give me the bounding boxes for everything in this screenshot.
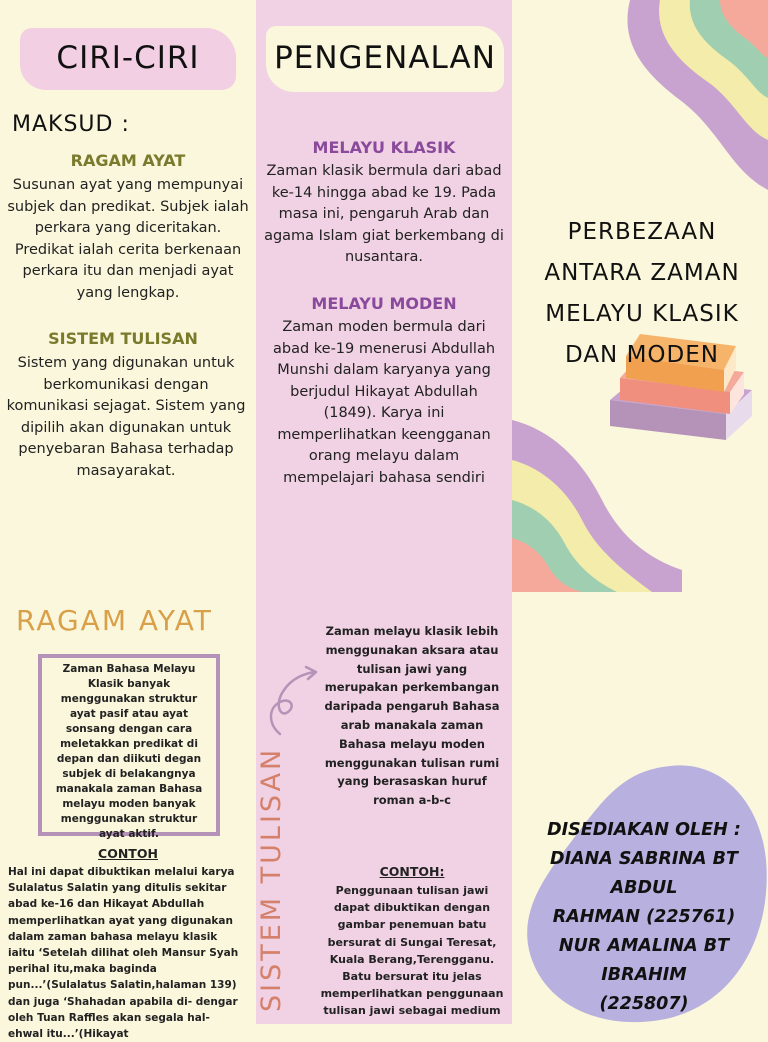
- rainbow-wave-middle-decoration: [512, 420, 682, 592]
- sistem-tulisan-text: Zaman melayu klasik lebih menggunakan aksara atau tulisan jawi yang merupakan perkembangan daripada pengaruh Bahasa arab manakala zaman Bahasa melayu moden menggunakan tulisan rumi yang berasaskan huruf roman a-b-c: [324, 624, 500, 808]
- credits-line4: NUR AMALINA BT IBRAHIM: [558, 936, 730, 985]
- maksud-ragam-title: RAGAM AYAT: [70, 151, 186, 170]
- pengenalan-moden-text: Zaman moden bermula dari abad ke-19 menerusi Abdullah Munshi dalam karyanya yang berjudul Hikayat Abdullah (1849). Karya ini memperlihatkan keengganan orang melayu dalam mempelajari bahasa sendiri: [272, 319, 496, 486]
- pengenalan-heading: PENGENALAN: [274, 40, 496, 76]
- ragam-contoh-label: CONTOH: [98, 846, 158, 861]
- cover-title-line4: DAN MODEN: [565, 342, 719, 368]
- maksud-sistem-text: Sistem yang digunakan untuk berkomunikasi dengan komunikasi sejagat. Sistem yang dipilih akan digunakan untuk penyebaran Bahasa terhadap masayarakat.: [6, 355, 246, 479]
- sistem-tulisan-vertical-heading: SISTEM TULISAN: [256, 746, 287, 1012]
- credits-line3: RAHMAN (225761): [552, 907, 736, 927]
- ragam-ayat-box: [38, 654, 220, 840]
- maksud-heading: MAKSUD :: [12, 112, 130, 137]
- credits-block: [520, 816, 768, 1019]
- cover-title-line1: PERBEZAAN: [567, 219, 717, 245]
- cover-title-line3: MELAYU KLASIK: [545, 301, 739, 327]
- ragam-ayat-box-text: Zaman Bahasa Melayu Klasik banyak menggunakan struktur ayat pasif atau ayat sonsang dengan cara meletakkan predikat di depan dan diikuti degan subjek di belakangnya manakala zaman Bahasa melayu moden banyak menggunakan struktur ayat aktif.: [55, 663, 203, 840]
- ragam-contoh-text: Hal ini dapat dibuktikan melalui karya Sulalatus Salatin yang ditulis sekitar abad ke-16 dan Hikayat Abdullah memperlihatkan ayat yang digunakan dalam zaman bahasa melayu klasik iaitu ‘Setelah dilihat oleh Mansur Syah perihal itu,maka baginda pun...’(Sulalatus Salatin,halaman 139) dan juga ‘Shahadan apabila di- dengar oleh Tuan Raffles akan segala hal-ehwal itu...’(Hikayat: [8, 866, 239, 1041]
- credits-line2: DIANA SABRINA BT ABDUL: [550, 849, 738, 898]
- rainbow-wave-top-decoration: [600, 0, 768, 200]
- maksud-ragam-text: Susunan ayat yang mempunyai subjek dan predikat. Subjek ialah perkara yang diceritakan. Predikat ialah cerita berkenaan perkara itu dan menjadi ayat yang lengkap.: [7, 177, 249, 301]
- credits-line5: (225807): [599, 994, 689, 1014]
- sistem-contoh-label: CONTOH:: [379, 864, 445, 879]
- sistem-contoh-text: Penggunaan tulisan jawi dapat dibuktikan dengan gambar penemuan batu bersurat di Sungai Teresat, Kuala Berang,Terengganu. Batu bersurat itu jelas memperlihatkan penggunaan tulisan jawi sebagai medium: [320, 884, 504, 1018]
- cover-title: [516, 212, 768, 376]
- credits-line1: DISEDIAKAN OLEH :: [547, 820, 741, 840]
- cover-title-line2: ANTARA ZAMAN: [544, 260, 740, 286]
- ciri-ciri-heading: CIRI-CIRI: [56, 40, 200, 76]
- curly-arrow-icon: [266, 664, 322, 738]
- pengenalan-klasik-title: MELAYU KLASIK: [312, 138, 456, 157]
- pengenalan-moden-title: MELAYU MODEN: [311, 294, 457, 313]
- maksud-sistem-title: SISTEM TULISAN: [48, 329, 198, 348]
- pengenalan-klasik-text: Zaman klasik bermula dari abad ke-14 hingga abad ke 19. Pada masa ini, pengaruh Arab dan agama Islam giat berkembang di nusantara.: [264, 163, 504, 265]
- ragam-ayat-heading: RAGAM AYAT: [16, 604, 213, 637]
